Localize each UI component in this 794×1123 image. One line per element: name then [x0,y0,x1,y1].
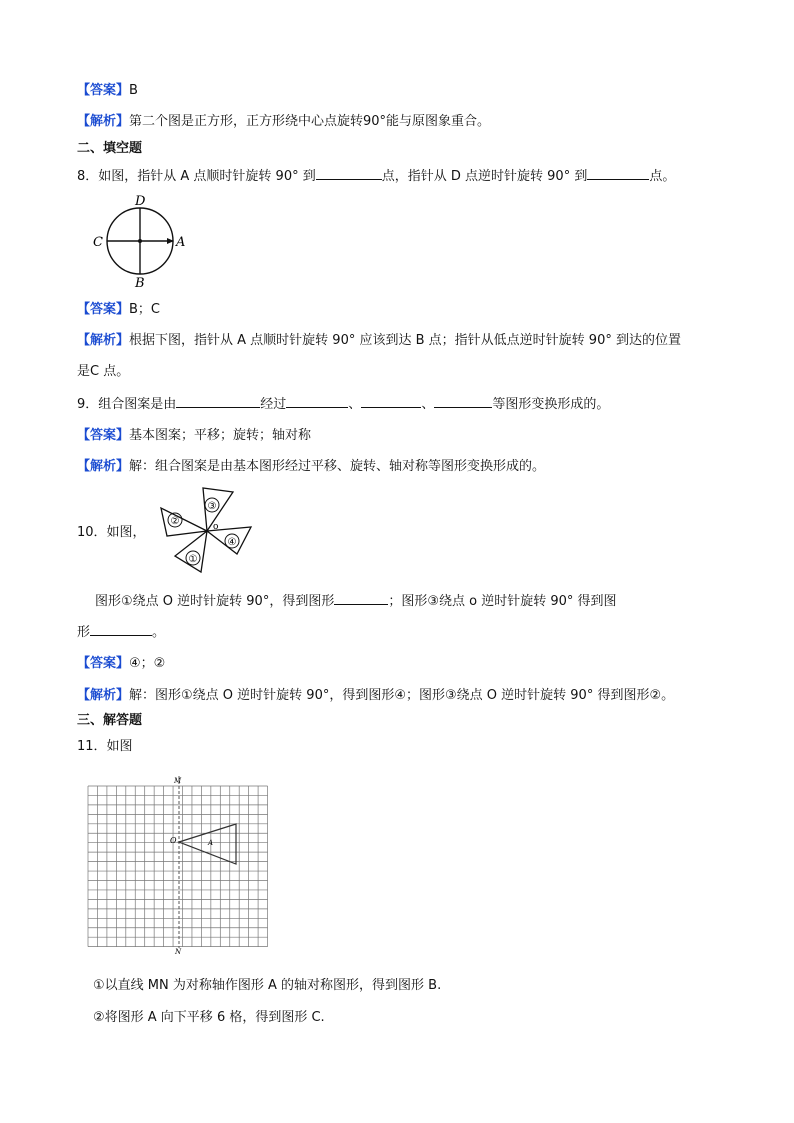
q8-analysis-cont: 是C 点。 [77,364,130,379]
section-heading-solve: 三、解答题 [77,713,143,728]
answer-tag: 【答案】 [77,302,130,317]
q9-text-3: 等图形变换形成的。 [492,397,610,412]
q11-label: 11．如图 [77,739,133,754]
answer-text: 基本图案；平移；旋转；轴对称 [129,428,312,443]
section-heading-fill-in: 二、填空题 [77,141,143,156]
q7-analysis [77,113,490,131]
q10-analysis [77,687,674,705]
label-3: ③ [207,501,217,512]
q11-grid-figure [84,772,276,956]
label-4: ④ [227,537,237,548]
analysis-tag: 【解析】 [77,114,130,129]
answer-text: B；C [129,302,161,317]
q8-text-1: 8．如图，指针从 A 点顺时针旋转 90° 到 [77,169,316,184]
analysis-tag: 【解析】 [77,459,130,474]
q9-answer [77,427,311,445]
analysis-text: 根据下图，指针从 A 点顺时针旋转 90° 应该到达 B 点；指针从低点逆时针旋转 90° 到达的位置 [129,333,681,348]
q8-text-3: 点。 [649,169,676,184]
q9-text-2: 经过 [260,397,287,412]
q10-label: 10．如图， [77,525,146,540]
grid-lines [88,786,268,947]
answer-tag: 【答案】 [77,656,130,671]
q10-text-2: ；图形③绕点 o 逆时针旋转 90° 得到图 [388,594,617,609]
answer-text: ④；② [129,656,166,671]
point-d-label: D [135,194,146,209]
label-2: ② [170,516,180,527]
q10-blank-1[interactable] [334,592,388,605]
q10-text-3: 形 [77,625,91,640]
point-b-label: B [135,276,145,288]
q8-clock-figure [90,192,200,288]
point-a-label: A [176,235,186,250]
center-o-label: o [213,522,219,532]
answer-tag: 【答案】 [77,428,130,443]
q10-question-cont [77,623,165,642]
q10-blank-2[interactable] [90,623,152,636]
q7-answer [77,82,138,100]
q9-blank-3[interactable] [361,395,421,408]
answer-tag: 【答案】 [77,83,130,98]
q10-text-1: 图形①绕点 O 逆时针旋转 90°，得到图形 [95,594,335,609]
q10-text-4: 。 [152,625,166,640]
analysis-text: 解：图形①绕点 O 逆时针旋转 90°，得到图形④；图形③绕点 O 逆时针旋转 90° 得到图形②。 [129,688,675,703]
analysis-text: 第二个图是正方形，正方形绕中心点旋转90°能与原图象重合。 [129,114,491,129]
q9-question [77,395,609,414]
q9-text-1: 9．组合图案是由 [77,397,177,412]
q9-analysis [77,458,545,476]
answer-text: B [129,83,138,98]
q9-blank-1[interactable] [176,395,260,408]
q9-sep-2: 、 [421,397,435,412]
q10-question [95,592,617,611]
q9-blank-2[interactable] [286,395,348,408]
q8-blank-2[interactable] [587,167,649,180]
q8-question [77,167,675,186]
analysis-text: 解：组合图案是由基本图形经过平移、旋转、轴对称等图形变换形成的。 [129,459,546,474]
q10-pinwheel-figure [155,484,255,580]
point-c-label: C [93,235,103,250]
q8-blank-1[interactable] [316,167,382,180]
q9-sep-1: 、 [348,397,362,412]
shape-a-label: A [208,839,214,847]
analysis-tag: 【解析】 [77,333,130,348]
q11-task-1: ①以直线 MN 为对称轴作图形 A 的轴对称图形，得到图形 B. [93,978,442,993]
point-m-label: M [174,777,182,785]
label-1: ① [188,554,198,565]
analysis-tag: 【解析】 [77,688,130,703]
point-n-label: N [175,948,182,956]
q10-answer [77,655,165,673]
point-o-label: O [170,836,177,845]
q11-task-2: ②将图形 A 向下平移 6 格，得到图形 C. [93,1010,325,1025]
q9-blank-4[interactable] [434,395,492,408]
q8-analysis [77,332,681,350]
q8-text-2: 点，指针从 D 点逆时针旋转 90° 到 [381,169,588,184]
q8-answer [77,301,160,319]
